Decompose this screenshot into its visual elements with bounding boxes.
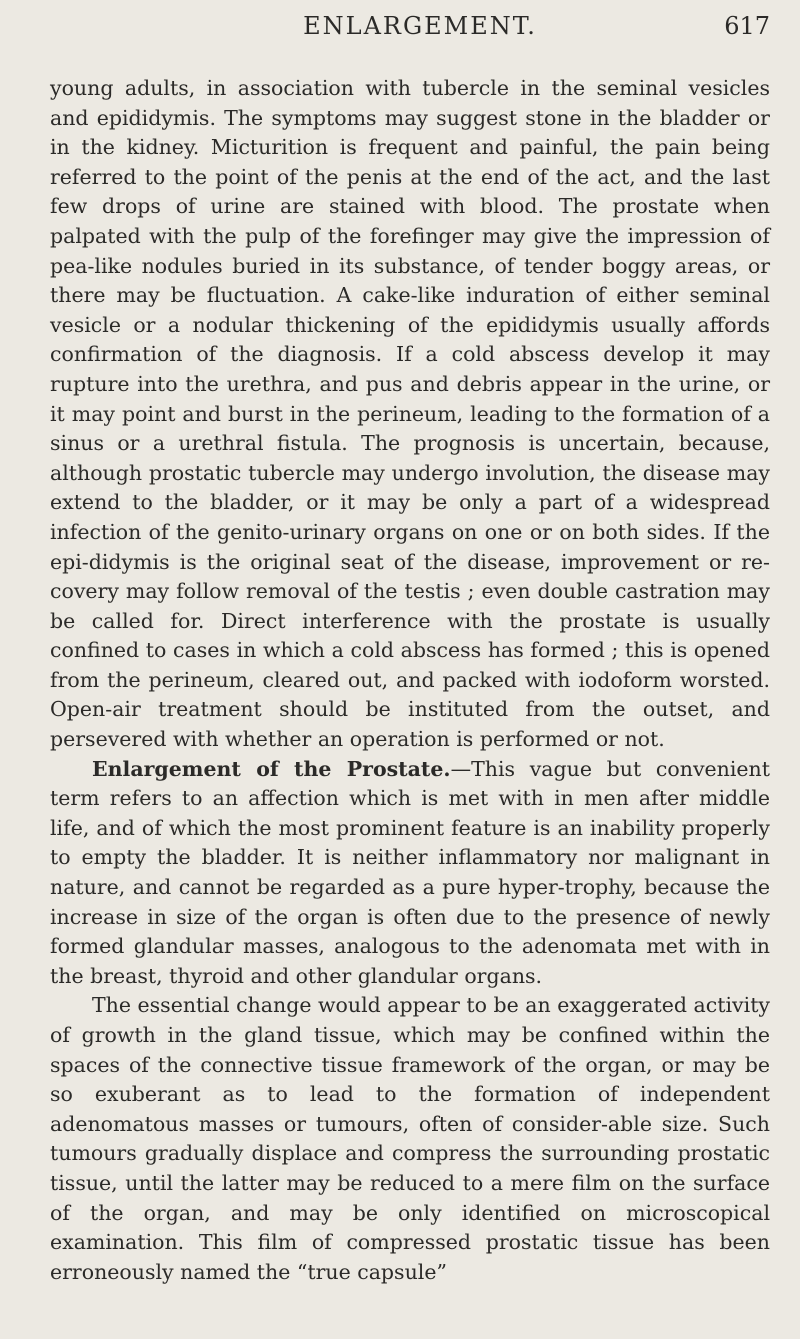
running-title: ENLARGEMENT. <box>303 12 537 40</box>
paragraph-tubercle-continued: young adults, in association with tubercle in the seminal vesicles and epididymis. The symptoms may suggest stone in the bladder or in the kidney. Micturition is frequent and painful, the pain being referred to the point of the penis at the end of the act, and the last few drops of urine are stained with blood. The prostate when palpated with the pulp of the forefinger may give the impression of pea-like nodules buried in its substance, of tender boggy areas, or there may be fluctuation. A cake-like induration of either seminal vesicle or a nodular thickening of the epididymis usually affords confirmation of the diagnosis. If a cold abscess develop it may rupture into the urethra, and pus and debris appear in the urine, or it may point and burst in the perineum, leading to the formation of a sinus or a urethral fistula. The prognosis is uncertain, because, although prostatic tubercle may undergo involution, the disease may extend to the bladder, or it may be only a part of a widespread infection of the genito-urinary organs on one or on both sides. If the epi-didymis is the original seat of the disease, improvement or re-covery may follow removal of the testis ; even double castration may be called for. Direct interference with the prostate is usually confined to cases in which a cold abscess has formed ; this is opened from the perineum, cleared out, and packed with iodoform worsted. Open-air treatment should be instituted from the outset, and persevered with whether an operation is performed or not. <box>50 76 770 752</box>
paragraph-essential-change: The essential change would appear to be an exaggerated activity of growth in the gland tissue, which may be confined within the spaces of the connective tissue framework of the organ, or may be so exuberant as to lead to the formation of independent adenomatous masses or tumours, often of consider-able size. Such tumours gradually displace and compress the surrounding prostatic tissue, until the latter may be reduced to a mere film on the surface of the organ, and may be only identified on microscopical examination. This film of compressed prostatic tissue has been erroneously named the “true capsule” <box>50 993 771 1284</box>
body-text <box>50 74 770 1287</box>
paragraph-enlargement <box>50 755 770 992</box>
section-heading: Enlargement of the Prostate. <box>92 756 451 781</box>
page-number: 617 <box>724 12 770 40</box>
running-head <box>50 8 770 48</box>
paragraph-enlargement-text: —This vague but convenient term refers to an affection which is met with in men after middle life, and of which the most prominent feature is an inability properly to empty the bladder. It is neither inflammatory nor malignant in nature, and cannot be regarded as a pure hyper-trophy, because the increase in size of the organ is often due to the presence of newly formed glandular masses, analogous to the adenomata met with in the breast, thyroid and other glandular organs. <box>50 756 770 988</box>
